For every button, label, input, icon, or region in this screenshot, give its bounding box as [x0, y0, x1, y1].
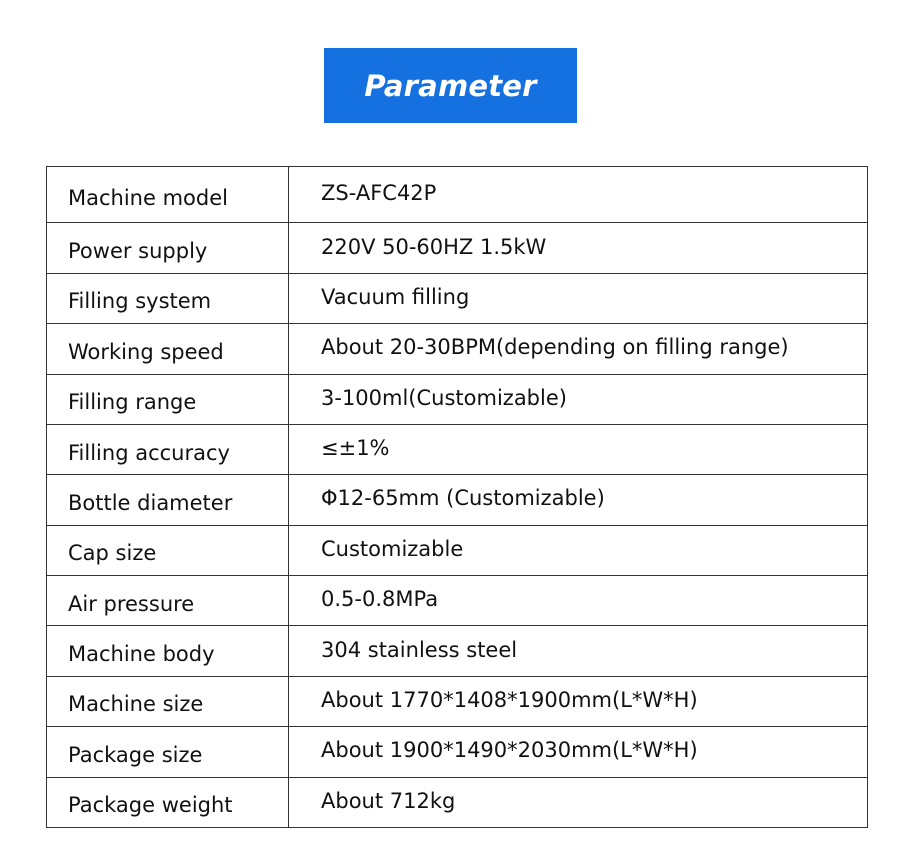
table-row: [47, 167, 868, 223]
row-value: About 712kg: [289, 777, 868, 827]
row-label: Filling system: [47, 273, 289, 323]
row-value: 304 stainless steel: [289, 626, 868, 676]
row-value: About 1770*1408*1900mm(L*W*H): [289, 676, 868, 726]
table-row: [47, 223, 868, 273]
table-row: [47, 676, 868, 726]
table-row: [47, 525, 868, 575]
table-row: [47, 626, 868, 676]
row-value: 220V 50-60HZ 1.5kW: [289, 223, 868, 273]
row-label: Machine model: [47, 167, 289, 223]
row-label: Filling range: [47, 374, 289, 424]
table-row: [47, 424, 868, 474]
table-row: [47, 324, 868, 374]
row-label: Air pressure: [47, 576, 289, 626]
row-label: Machine body: [47, 626, 289, 676]
row-label: Package weight: [47, 777, 289, 827]
row-label: Package size: [47, 727, 289, 777]
row-label: Bottle diameter: [47, 475, 289, 525]
row-value: Customizable: [289, 525, 868, 575]
row-value: Φ12-65mm (Customizable): [289, 475, 868, 525]
page-title: Parameter: [364, 68, 537, 103]
row-value: 0.5-0.8MPa: [289, 576, 868, 626]
row-value: About 1900*1490*2030mm(L*W*H): [289, 727, 868, 777]
parameter-table: [46, 166, 868, 828]
row-label: Cap size: [47, 525, 289, 575]
table-row: [47, 576, 868, 626]
row-label: Machine size: [47, 676, 289, 726]
row-value: About 20-30BPM(depending on filling range): [289, 324, 868, 374]
table-row: [47, 475, 868, 525]
row-label: Power supply: [47, 223, 289, 273]
parameter-banner: [324, 48, 577, 123]
row-value: ZS-AFC42P: [289, 167, 868, 223]
row-value: 3-100ml(Customizable): [289, 374, 868, 424]
row-value: ≤±1%: [289, 424, 868, 474]
row-value: Vacuum filling: [289, 273, 868, 323]
table-row: [47, 273, 868, 323]
row-label: Working speed: [47, 324, 289, 374]
table-row: [47, 777, 868, 827]
row-label: Filling accuracy: [47, 424, 289, 474]
table-row: [47, 727, 868, 777]
table-row: [47, 374, 868, 424]
